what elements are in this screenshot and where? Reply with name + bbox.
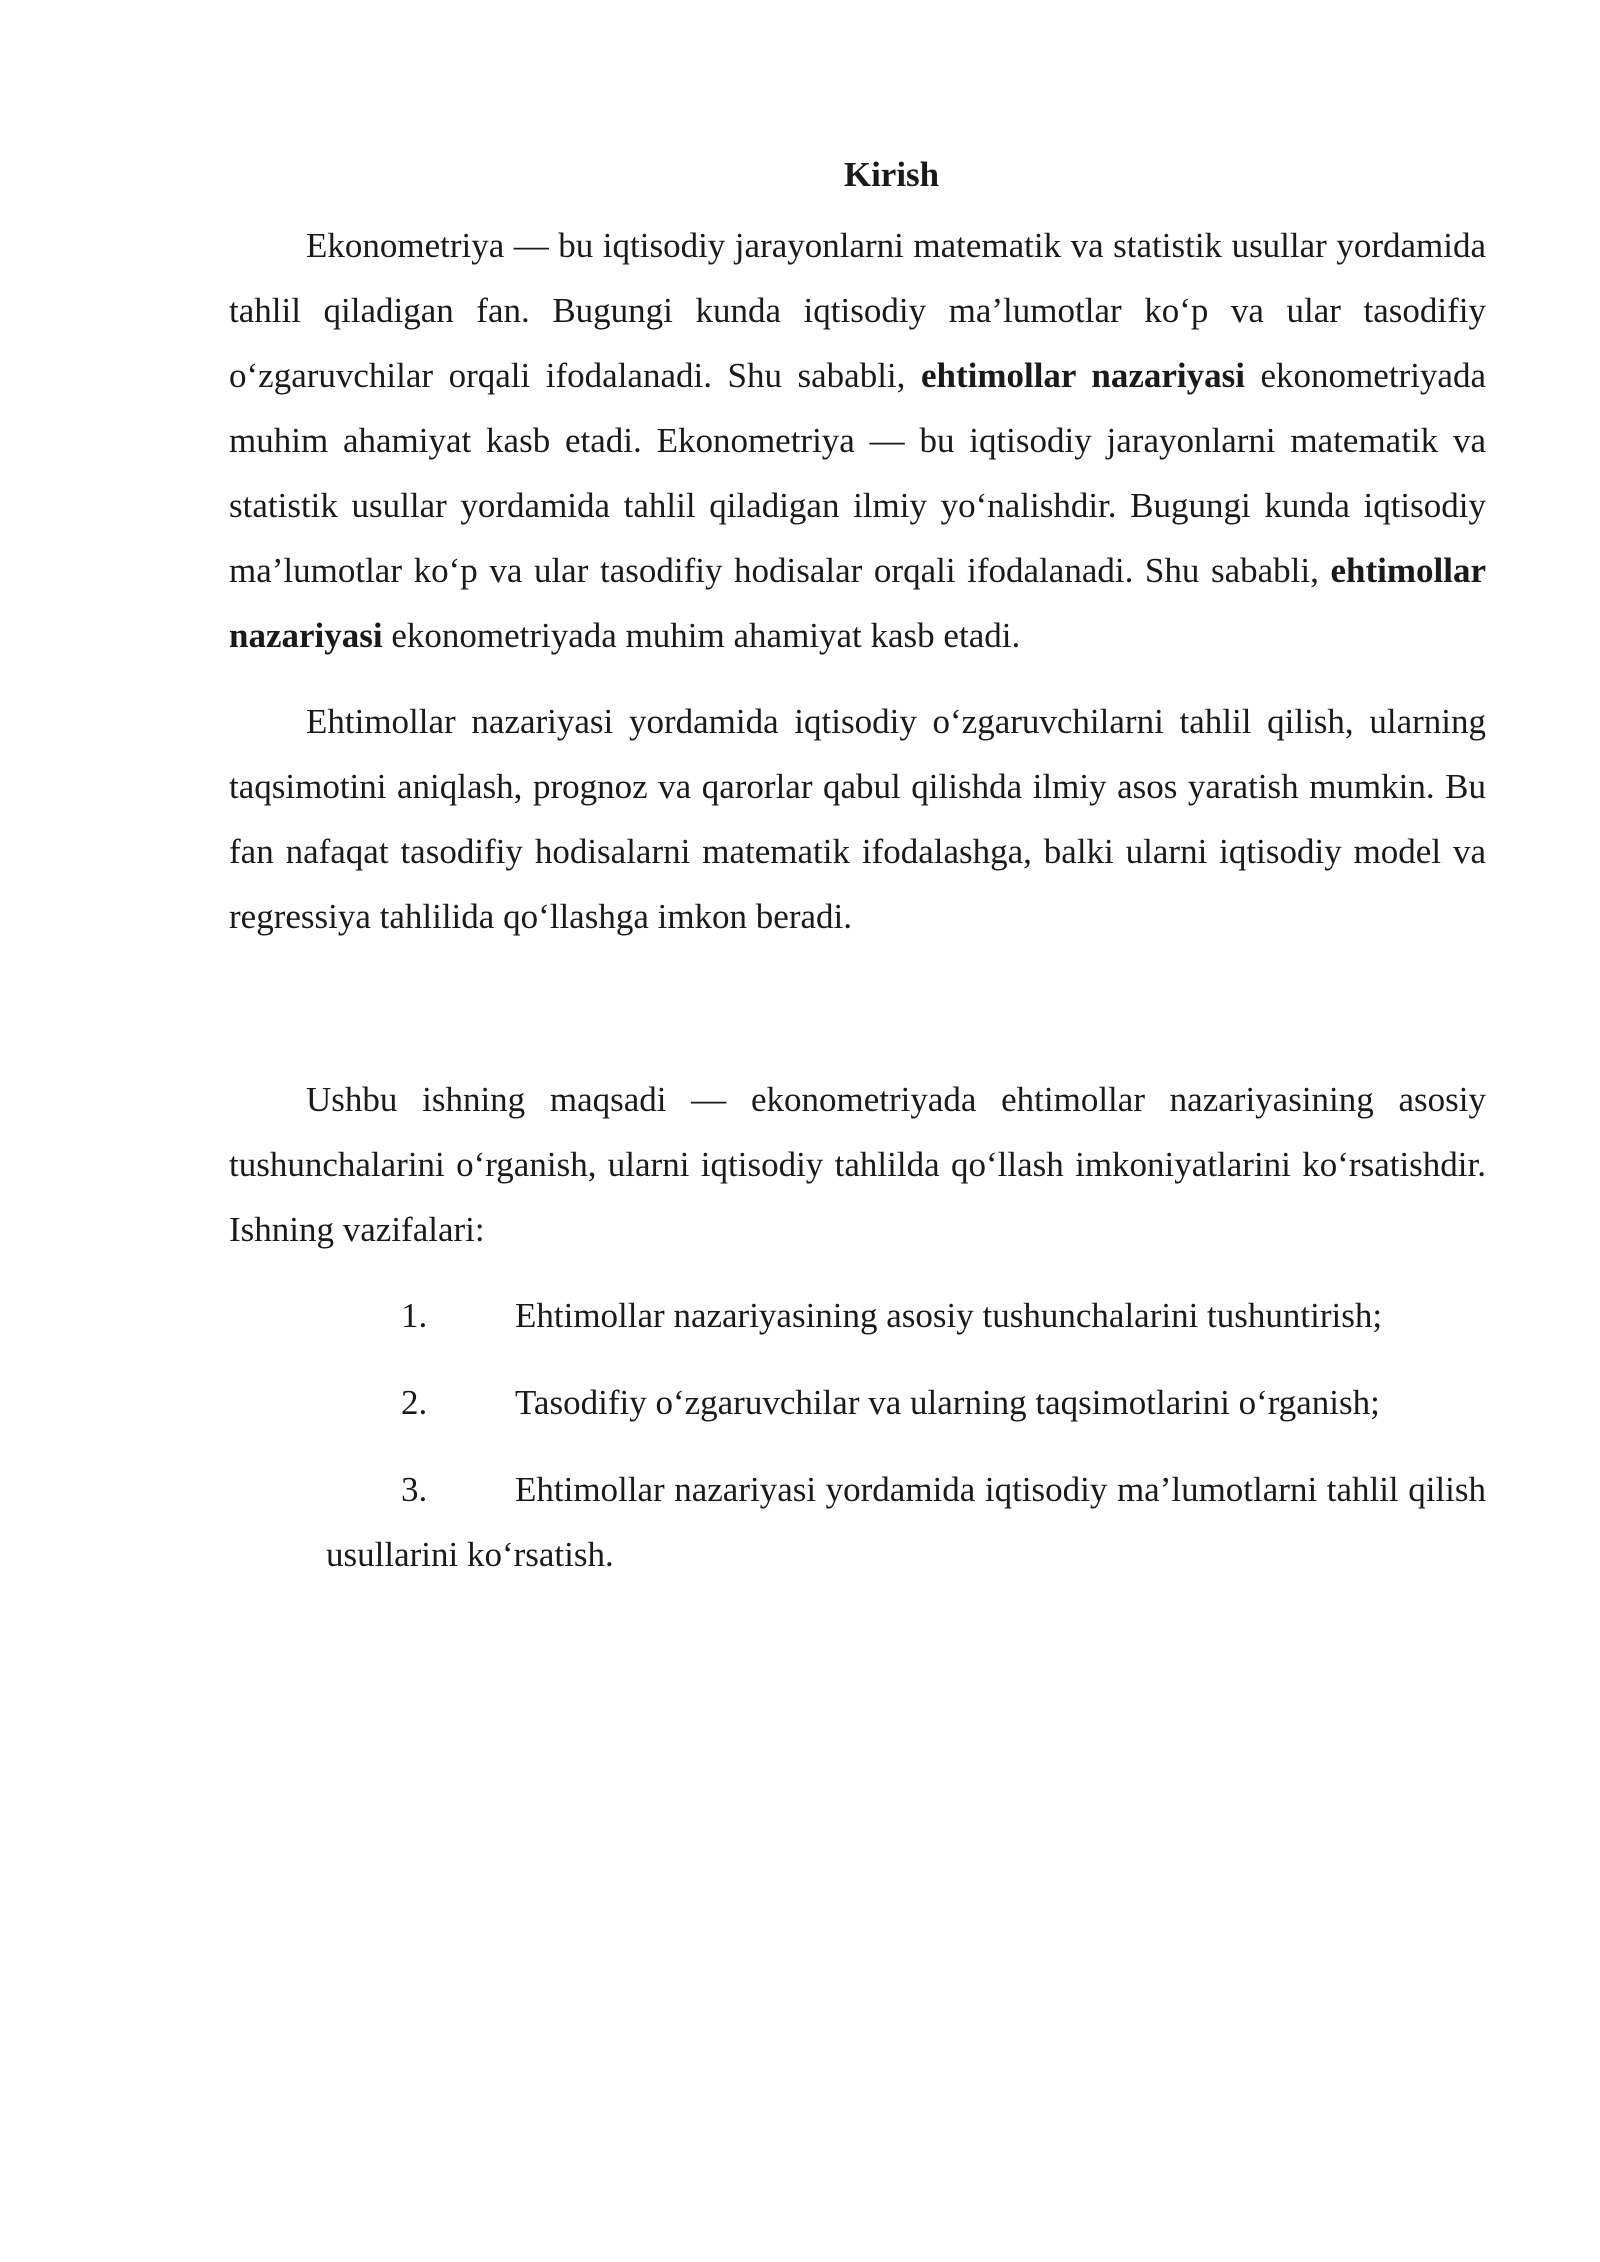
text-segment: Ushbu ishning maqsadi — ekonometriyada ehtimollar nazariyasining asosiy tushunchalarini o‘rganish, ularni iqtisodiy tahlilda qo‘llash imkoniyatlarini ko‘rsatishdir. Ishning vazifalari:: [229, 1080, 1486, 1249]
page-content: [229, 150, 1486, 1609]
text-segment: Ekonometriya — bu iqtisodiy jarayonlarni matematik va statistik usullar yordamida tahlil qiladigan fan. Bugungi kunda iqtisodiy ma’lumotlar ko‘p va ular tasodifiy o‘zgaruvchilar orqali ifodalanadi. Shu sababli,: [229, 226, 1486, 395]
text-segment: Ehtimollar nazariyasi yordamida iqtisodiy o‘zgaruvchilarni tahlil qilish, ularning taqsimotini aniqlash, prognoz va qarorlar qabul qilishda ilmiy asos yaratish mumkin. Bu fan nafaqat tasodifiy hodisalarni matematik ifodalashga, balki ularni iqtisodiy model va regressiya tahlilida qo‘llashga imkon beradi.: [229, 702, 1486, 936]
list-number: 2.: [401, 1383, 428, 1422]
tasks-list: [229, 1283, 1486, 1587]
list-text: Tasodifiy o‘zgaruvchilar va ularning taqsimotlarini o‘rganish;: [515, 1383, 1380, 1422]
goal-paragraph: [229, 1067, 1486, 1262]
list-number: 1.: [401, 1296, 428, 1335]
list-item: [326, 1283, 1486, 1348]
list-number: 3.: [401, 1470, 428, 1509]
list-item: [326, 1370, 1486, 1435]
bold-term: ehtimollar nazariyasi: [229, 551, 1486, 655]
bold-term: ehtimollar nazariyasi: [920, 356, 1245, 395]
intro-paragraph: [229, 213, 1486, 668]
text-segment: ekonometriyada muhim ahamiyat kasb etadi. Ekonometriya — bu iqtisodiy jarayonlarni matematik va statistik usullar yordamida tahlil qiladigan ilmiy yo‘nalishdir. Bugungi kunda iqtisodiy ma’lumotlar ko‘p va ular tasodifiy hodisalar orqali ifodalanadi. Shu sababli,: [229, 356, 1486, 590]
section-title: Kirish: [843, 155, 940, 194]
text-segment: ekonometriyada muhim ahamiyat kasb etadi.: [382, 616, 1021, 655]
list-text: Ehtimollar nazariyasi yordamida iqtisodiy ma’lumotlarni tahlil qilish usullarini ko‘rsatish.: [326, 1470, 1486, 1574]
list-text: Ehtimollar nazariyasining asosiy tushunchalarini tushuntirish;: [515, 1296, 1383, 1335]
list-item: [326, 1457, 1486, 1587]
probability-paragraph: [229, 689, 1486, 949]
